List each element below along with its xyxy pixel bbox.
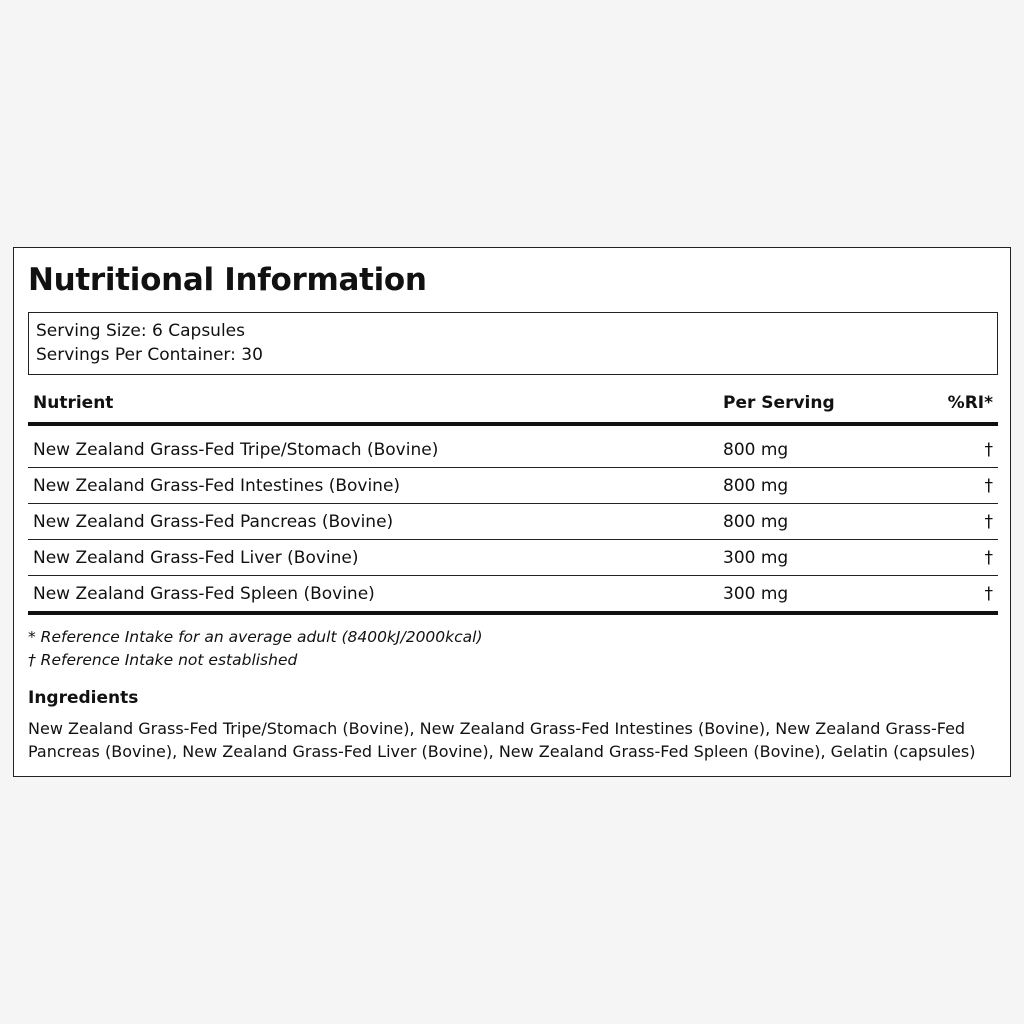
panel-title: Nutritional Information [28, 262, 427, 298]
table-row [28, 540, 998, 576]
header-ri: %RI* [947, 393, 993, 413]
nutrient-amount: 800 mg [723, 439, 789, 460]
nutrient-name: New Zealand Grass-Fed Tripe/Stomach (Bovine) [33, 439, 439, 460]
nutrient-amount: 300 mg [723, 547, 789, 568]
nutrient-ri: † [984, 547, 993, 568]
table-row [28, 576, 998, 615]
table-header [28, 384, 998, 426]
nutrient-name: New Zealand Grass-Fed Spleen (Bovine) [33, 583, 375, 604]
nutrient-amount: 800 mg [723, 475, 789, 496]
nutrient-name: New Zealand Grass-Fed Pancreas (Bovine) [33, 511, 394, 532]
table-row [28, 504, 998, 540]
header-nutrient: Nutrient [33, 393, 114, 413]
ingredients-text: New Zealand Grass-Fed Tripe/Stomach (Bovine), New Zealand Grass-Fed Intestines (Bovine), New Zealand Grass-Fed Pancreas (Bovine), New Zealand Grass-Fed Liver (Bovine), New Zealand Grass-Fed Spleen (Bovine), Gelatin (capsules) [28, 719, 976, 761]
table-row [28, 432, 998, 468]
ingredients-heading: Ingredients [28, 688, 139, 708]
nutrient-amount: 300 mg [723, 583, 789, 604]
servings-per-container: Servings Per Container: 30 [36, 345, 263, 365]
nutrient-name: New Zealand Grass-Fed Liver (Bovine) [33, 547, 359, 568]
table-row [28, 468, 998, 504]
nutrient-ri: † [984, 475, 993, 496]
serving-info-box [28, 312, 998, 375]
nutrient-ri: † [984, 583, 993, 604]
nutrient-table [28, 384, 998, 615]
nutrition-panel [13, 247, 1011, 777]
footnotes [28, 626, 483, 672]
nutrient-name: New Zealand Grass-Fed Intestines (Bovine) [33, 475, 401, 496]
serving-size: Serving Size: 6 Capsules [36, 321, 245, 341]
nutrient-ri: † [984, 511, 993, 532]
header-per-serving: Per Serving [723, 393, 835, 413]
footnote-reference-intake: * Reference Intake for an average adult (8400kJ/2000kcal) [28, 628, 483, 646]
nutrient-amount: 800 mg [723, 511, 789, 532]
footnote-not-established: † Reference Intake not established [28, 651, 298, 669]
nutrient-ri: † [984, 439, 993, 460]
